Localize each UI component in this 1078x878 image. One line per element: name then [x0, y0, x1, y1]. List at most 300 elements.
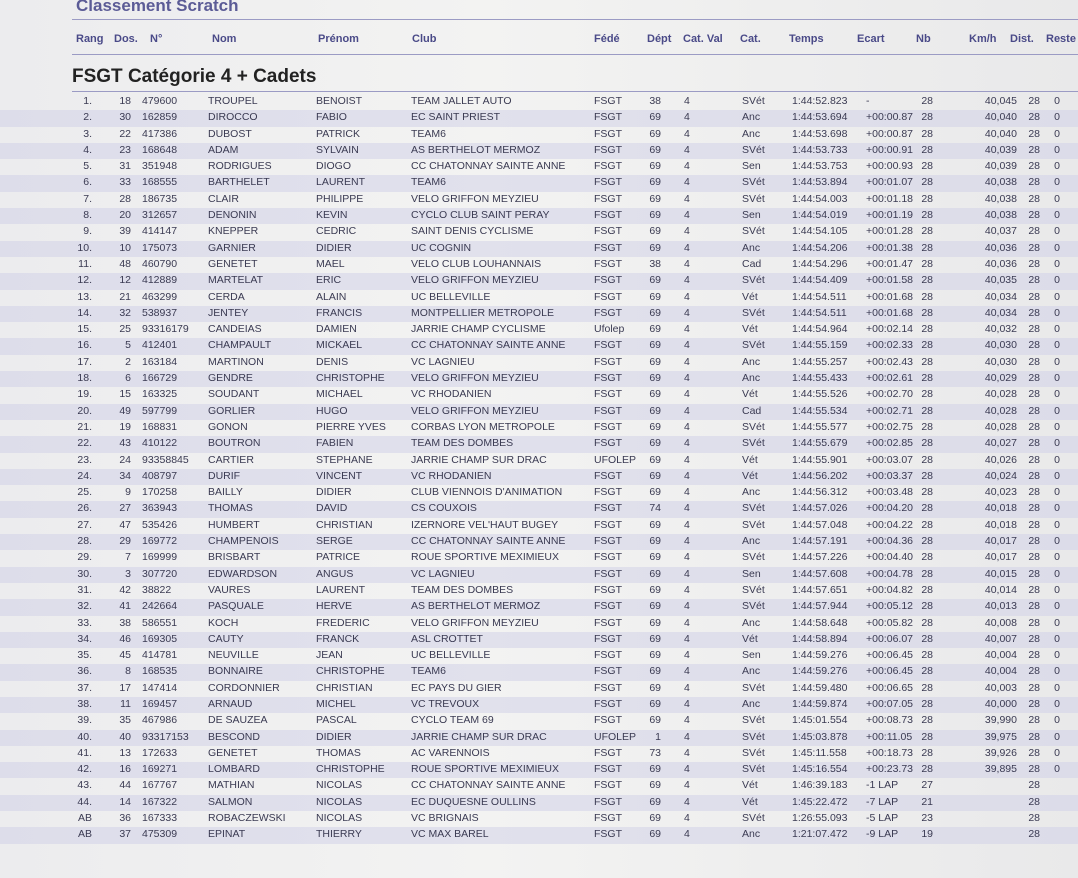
table-row [0, 599, 1078, 615]
cell-kmh: 40,017 [984, 535, 1017, 548]
cell-rang: 8. [83, 209, 92, 222]
cell-fede: FSGT [594, 420, 622, 433]
cell-ecart: +00:02.85 [866, 437, 914, 450]
cell-dept: 69 [649, 600, 661, 613]
cell-prenom: MICHEL [316, 697, 356, 710]
col-header-cat: Cat. [740, 33, 761, 45]
cell-prenom: ANGUS [316, 567, 354, 580]
cell-nom: CLAIR [208, 192, 239, 205]
cell-num: 93317153 [142, 730, 189, 743]
cell-ecart: -1 LAP [866, 779, 899, 792]
cell-club: CC CHATONNAY SAINTE ANNE [411, 339, 566, 352]
cell-cat: Vét [742, 290, 758, 303]
cell-rang: 2. [83, 111, 92, 124]
cell-prenom: STEPHANE [316, 453, 373, 466]
cell-dos: 20 [119, 209, 131, 222]
cell-dos: 39 [119, 225, 131, 238]
cell-dept: 69 [649, 143, 661, 156]
cell-nom: SALMON [208, 795, 253, 808]
cell-kmh: 40,028 [984, 388, 1017, 401]
cell-fede: FSGT [594, 160, 622, 173]
cell-cat: Sen [742, 160, 761, 173]
cell-club: CORBAS LYON METROPOLE [411, 420, 555, 433]
cell-dist: 28 [1028, 518, 1040, 531]
cell-nb: 28 [921, 339, 933, 352]
cell-num: 535426 [142, 518, 178, 531]
cell-ecart: +00:11.05 [866, 730, 913, 743]
cell-rang: 37. [77, 681, 92, 694]
cell-kmh: 40,045 [984, 95, 1017, 107]
cell-club: VC TREVOUX [411, 697, 480, 710]
cell-cat: Sen [742, 649, 761, 662]
cell-temps: 1:44:53.753 [792, 160, 848, 173]
cell-dept: 69 [649, 209, 661, 222]
cell-dist: 28 [1028, 437, 1040, 450]
cell-temps: 1:26:55.093 [792, 812, 848, 825]
cell-club: EC DUQUESNE OULLINS [411, 795, 536, 808]
cell-dos: 11 [120, 697, 131, 710]
cell-catval: 4 [684, 127, 690, 140]
cell-dept: 69 [649, 323, 661, 336]
cell-cat: Vét [742, 469, 758, 482]
cell-cat: SVét [742, 518, 765, 531]
cell-fede: FSGT [594, 257, 622, 270]
cell-kmh: 40,018 [984, 502, 1017, 515]
cell-fede: FSGT [594, 111, 622, 124]
cell-nom: VAURES [208, 583, 251, 596]
cell-catval: 4 [684, 697, 690, 710]
cell-dist: 28 [1028, 404, 1040, 417]
cell-dos: 45 [119, 649, 131, 662]
cell-prenom: DIDIER [316, 730, 352, 743]
cell-catval: 4 [684, 176, 690, 189]
cell-prenom: THIERRY [316, 828, 362, 841]
cell-cat: Vét [742, 779, 758, 792]
cell-kmh: 40,004 [984, 649, 1017, 662]
table-row [0, 795, 1078, 811]
cell-catval: 4 [684, 632, 690, 645]
cell-prenom: PASCAL [316, 714, 357, 727]
cell-num: 169772 [142, 535, 178, 548]
cell-rang: AB [77, 812, 92, 825]
cell-cat: Anc [742, 697, 761, 710]
cell-kmh: 40,039 [984, 143, 1017, 156]
cell-catval: 4 [684, 779, 690, 792]
cell-dos: 46 [119, 632, 131, 645]
cell-kmh: 40,030 [984, 339, 1017, 352]
cell-temps: 1:44:54.003 [792, 192, 848, 205]
cell-num: 312657 [142, 209, 178, 222]
cell-nom: MARTELAT [208, 274, 264, 287]
cell-nb: 28 [921, 404, 933, 417]
cell-nom: DUBOST [208, 127, 252, 140]
cell-kmh: 40,035 [984, 274, 1017, 287]
cell-prenom: VINCENT [316, 469, 363, 482]
cell-rang: 38. [77, 697, 92, 710]
cell-dist: 28 [1028, 339, 1040, 352]
cell-cat: Vét [742, 323, 758, 336]
cell-catval: 4 [684, 372, 690, 385]
cell-kmh: 40,036 [984, 257, 1017, 270]
cell-nb: 28 [921, 176, 933, 189]
cell-rang: 12. [77, 274, 92, 287]
cell-catval: 4 [684, 828, 690, 841]
cell-dept: 69 [649, 632, 661, 645]
cell-reste: 0 [1054, 502, 1060, 515]
cell-ecart: +00:01.68 [866, 290, 914, 303]
cell-nb: 28 [921, 535, 933, 548]
cell-reste: 0 [1054, 209, 1060, 222]
cell-club: CC CHATONNAY SAINTE ANNE [411, 160, 566, 173]
cell-reste: 0 [1054, 420, 1060, 433]
cell-kmh: 40,038 [984, 192, 1017, 205]
cell-catval: 4 [684, 812, 690, 825]
cell-reste: 0 [1054, 616, 1060, 629]
cell-catval: 4 [684, 95, 690, 107]
cell-num: 414147 [142, 225, 178, 238]
cell-catval: 4 [684, 714, 690, 727]
cell-ecart: +00:02.70 [866, 388, 914, 401]
cell-club: JARRIE CHAMP SUR DRAC [411, 453, 547, 466]
cell-reste: 0 [1054, 404, 1060, 417]
cell-nom: EPINAT [208, 828, 246, 841]
cell-club: VELO GRIFFON MEYZIEU [411, 616, 539, 629]
cell-nom: GORLIER [208, 404, 256, 417]
cell-prenom: LAURENT [316, 583, 366, 596]
cell-ecart: +00:06.07 [866, 632, 914, 645]
cell-kmh: 40,030 [984, 355, 1017, 368]
cell-dos: 19 [119, 420, 131, 433]
cell-dos: 38 [119, 616, 131, 629]
cell-dos: 28 [119, 192, 131, 205]
cell-prenom: HUGO [316, 404, 348, 417]
cell-club: TEAM JALLET AUTO [411, 95, 512, 107]
cell-fede: FSGT [594, 828, 622, 841]
cell-rang: 9. [83, 225, 92, 238]
cell-reste: 0 [1054, 192, 1060, 205]
cell-nb: 28 [921, 274, 933, 287]
cell-temps: 1:44:56.202 [792, 469, 848, 482]
cell-dist: 28 [1028, 567, 1040, 580]
cell-nb: 28 [921, 600, 933, 613]
cell-dist: 28 [1028, 746, 1040, 759]
cell-kmh: 39,895 [984, 763, 1017, 776]
cell-nom: TROUPEL [208, 95, 258, 107]
cell-dos: 12 [119, 274, 131, 287]
cell-nom: CAUTY [208, 632, 244, 645]
cell-nb: 28 [921, 388, 933, 401]
cell-cat: Anc [742, 241, 761, 254]
cell-catval: 4 [684, 274, 690, 287]
cell-num: 351948 [142, 160, 178, 173]
cell-reste: 0 [1054, 469, 1060, 482]
cell-fede: FSGT [594, 502, 622, 515]
cell-reste: 0 [1054, 143, 1060, 156]
cell-dept: 69 [649, 828, 661, 841]
cell-rang: 14. [77, 306, 92, 319]
cell-kmh: 40,032 [984, 323, 1017, 336]
cell-reste: 0 [1054, 567, 1060, 580]
cell-club: ASL CROTTET [411, 632, 483, 645]
cell-reste: 0 [1054, 453, 1060, 466]
cell-dos: 27 [119, 502, 131, 515]
cell-fede: FSGT [594, 209, 622, 222]
cell-ecart: +00:05.82 [866, 616, 914, 629]
cell-prenom: CHRISTOPHE [316, 372, 385, 385]
cell-rang: 30. [77, 567, 92, 580]
cell-prenom: CHRISTOPHE [316, 665, 385, 678]
cell-cat: SVét [742, 746, 765, 759]
cell-reste: 0 [1054, 583, 1060, 596]
cell-prenom: JEAN [316, 649, 343, 662]
cell-dist: 28 [1028, 616, 1040, 629]
cell-num: 167333 [142, 812, 178, 825]
cell-nom: BRISBART [208, 551, 261, 564]
cell-temps: 1:45:16.554 [792, 763, 848, 776]
cell-dos: 10 [119, 241, 131, 254]
cell-dept: 74 [649, 502, 661, 515]
cell-num: 168555 [142, 176, 178, 189]
table-row [0, 175, 1078, 191]
table-row [0, 534, 1078, 550]
cell-dist: 28 [1028, 730, 1040, 743]
cell-temps: 1:44:55.257 [792, 355, 848, 368]
cell-dept: 69 [649, 697, 661, 710]
cell-cat: SVét [742, 812, 765, 825]
cell-dept: 69 [649, 290, 661, 303]
cell-catval: 4 [684, 143, 690, 156]
cell-temps: 1:44:53.698 [792, 127, 848, 140]
cell-fede: FSGT [594, 388, 622, 401]
cell-ecart: +00:23.73 [866, 763, 914, 776]
cell-num: 412889 [142, 274, 178, 287]
cell-num: 408797 [142, 469, 178, 482]
cell-club: CS COUXOIS [411, 502, 477, 515]
cell-reste: 0 [1054, 127, 1060, 140]
cell-dept: 38 [649, 257, 661, 270]
cell-nom: DIROCCO [208, 111, 258, 124]
cell-fede: FSGT [594, 306, 622, 319]
cell-reste: 0 [1054, 665, 1060, 678]
cell-reste: 0 [1054, 225, 1060, 238]
cell-nb: 28 [921, 697, 933, 710]
cell-club: ROUE SPORTIVE MEXIMIEUX [411, 551, 559, 564]
cell-prenom: CHRISTOPHE [316, 763, 385, 776]
cell-nom: BOUTRON [208, 437, 261, 450]
cell-temps: 1:44:59.276 [792, 649, 848, 662]
cell-fede: Ufolep [594, 323, 625, 336]
col-header-kmh: Km/h [969, 33, 997, 45]
cell-catval: 4 [684, 535, 690, 548]
cell-ecart: -5 LAP [866, 812, 899, 825]
category-title: FSGT Catégorie 4 + Cadets [72, 66, 317, 87]
cell-rang: 15. [77, 323, 92, 336]
cell-club: TEAM6 [411, 127, 447, 140]
table-row [0, 730, 1078, 746]
cell-catval: 4 [684, 730, 690, 743]
cell-num: 169999 [142, 551, 178, 564]
cell-num: 242664 [142, 600, 178, 613]
cell-num: 475309 [142, 828, 178, 841]
cell-rang: 25. [77, 486, 92, 499]
cell-nb: 28 [921, 160, 933, 173]
cell-num: 162859 [142, 111, 178, 124]
cell-nom: BESCOND [208, 730, 260, 743]
cell-num: 163325 [142, 388, 178, 401]
cell-ecart: +00:01.19 [866, 209, 914, 222]
cell-club: SAINT DENIS CYCLISME [411, 225, 534, 238]
cell-nom: EDWARDSON [208, 567, 278, 580]
cell-num: 538937 [142, 306, 178, 319]
cell-fede: FSGT [594, 404, 622, 417]
cell-dept: 69 [649, 763, 661, 776]
cell-fede: FSGT [594, 290, 622, 303]
cell-temps: 1:44:53.733 [792, 143, 848, 156]
cell-prenom: HERVE [316, 600, 352, 613]
cell-cat: Sen [742, 209, 761, 222]
cell-dept: 69 [649, 274, 661, 287]
cell-club: UC COGNIN [411, 241, 472, 254]
cell-temps: 1:44:57.048 [792, 518, 848, 531]
cell-fede: FSGT [594, 567, 622, 580]
table-row [0, 632, 1078, 648]
table-row [0, 208, 1078, 224]
cell-dept: 69 [649, 241, 661, 254]
cell-catval: 4 [684, 616, 690, 629]
cell-temps: 1:44:57.651 [792, 583, 848, 596]
cell-num: 307720 [142, 567, 178, 580]
table-row [0, 453, 1078, 469]
table-row [0, 550, 1078, 566]
cell-reste: 0 [1054, 697, 1060, 710]
cell-ecart: +00:02.75 [866, 420, 914, 433]
cell-dist: 28 [1028, 420, 1040, 433]
cell-cat: SVét [742, 306, 765, 319]
table-row [0, 404, 1078, 420]
cell-club: VELO CLUB LOUHANNAIS [411, 257, 542, 270]
table-row [0, 713, 1078, 729]
cell-prenom: FABIEN [316, 437, 354, 450]
cell-dist: 28 [1028, 323, 1040, 336]
cell-temps: 1:44:54.206 [792, 241, 848, 254]
header-divider [72, 54, 1078, 55]
cell-nom: DURIF [208, 469, 241, 482]
cell-fede: FSGT [594, 274, 622, 287]
cell-cat: SVét [742, 681, 765, 694]
cell-num: 168648 [142, 143, 178, 156]
cell-dist: 28 [1028, 779, 1040, 792]
cell-ecart: +00:06.45 [866, 649, 914, 662]
cell-club: VC BRIGNAIS [411, 812, 479, 825]
cell-dept: 69 [649, 225, 661, 238]
cell-nom: PASQUALE [208, 600, 264, 613]
cell-club: VC MAX BAREL [411, 828, 489, 841]
cell-rang: 1. [83, 95, 92, 107]
table-row [0, 192, 1078, 208]
cell-dept: 69 [649, 469, 661, 482]
cell-ecart: +00:00.87 [866, 127, 914, 140]
cell-nom: ADAM [208, 143, 239, 156]
cell-kmh: 40,039 [984, 160, 1017, 173]
cell-temps: 1:44:58.648 [792, 616, 848, 629]
cell-nb: 28 [921, 649, 933, 662]
cell-fede: FSGT [594, 795, 622, 808]
cell-temps: 1:44:59.480 [792, 681, 848, 694]
cell-ecart: +00:01.07 [866, 176, 914, 189]
cell-dos: 33 [119, 176, 131, 189]
cell-dist: 28 [1028, 388, 1040, 401]
cell-nom: CHAMPENOIS [208, 535, 279, 548]
cell-club: CLUB VIENNOIS D'ANIMATION [411, 486, 563, 499]
col-header-ecart: Ecart [857, 33, 885, 45]
document-title: Classement Scratch [76, 0, 239, 15]
cell-catval: 4 [684, 355, 690, 368]
cell-nom: DENONIN [208, 209, 257, 222]
table-row [0, 143, 1078, 159]
cell-ecart: +00:03.07 [866, 453, 914, 466]
cell-club: VC LAGNIEU [411, 355, 475, 368]
cell-ecart: +00:07.05 [866, 697, 914, 710]
cell-ecart: +00:02.61 [866, 372, 914, 385]
cell-dos: 42 [119, 583, 131, 596]
cell-cat: SVét [742, 437, 765, 450]
cell-dist: 28 [1028, 290, 1040, 303]
cell-dist: 28 [1028, 697, 1040, 710]
cell-num: 38822 [142, 583, 172, 596]
cell-ecart: +00:01.58 [866, 274, 914, 287]
cell-fede: FSGT [594, 600, 622, 613]
cell-catval: 4 [684, 763, 690, 776]
table-row [0, 746, 1078, 762]
cell-nb: 28 [921, 502, 933, 515]
cell-num: 175073 [142, 241, 178, 254]
cell-club: IZERNORE VEL'HAUT BUGEY [411, 518, 559, 531]
cell-reste: 0 [1054, 551, 1060, 564]
cell-ecart: +00:01.47 [866, 257, 914, 270]
cell-nb: 28 [921, 665, 933, 678]
cell-cat: SVét [742, 763, 765, 776]
cell-catval: 4 [684, 290, 690, 303]
cell-dist: 28 [1028, 95, 1040, 107]
cell-nb: 19 [921, 828, 933, 841]
cell-reste: 0 [1054, 274, 1060, 287]
cell-dept: 69 [649, 535, 661, 548]
cell-club: EC PAYS DU GIER [411, 681, 502, 694]
cell-dist: 28 [1028, 306, 1040, 319]
cell-reste: 0 [1054, 437, 1060, 450]
cell-dist: 28 [1028, 828, 1040, 841]
cell-dos: 31 [119, 160, 131, 173]
cell-club: VELO GRIFFON MEYZIEU [411, 404, 539, 417]
cell-rang: 7. [83, 192, 92, 205]
cell-kmh: 40,028 [984, 404, 1017, 417]
cell-fede: FSGT [594, 714, 622, 727]
cell-fede: FSGT [594, 681, 622, 694]
cell-dos: 21 [119, 290, 131, 303]
cell-cat: Cad [742, 404, 762, 417]
cell-cat: Vét [742, 388, 758, 401]
cell-prenom: BENOIST [316, 95, 363, 107]
cell-nom: BARTHELET [208, 176, 270, 189]
cell-club: CYCLO CLUB SAINT PERAY [411, 209, 550, 222]
cell-catval: 4 [684, 518, 690, 531]
cell-temps: 1:44:57.191 [792, 535, 848, 548]
table-row [0, 224, 1078, 240]
cell-catval: 4 [684, 388, 690, 401]
results-table [0, 94, 1078, 844]
col-header-fede: Fédé [594, 33, 620, 45]
cell-dos: 48 [119, 257, 131, 270]
